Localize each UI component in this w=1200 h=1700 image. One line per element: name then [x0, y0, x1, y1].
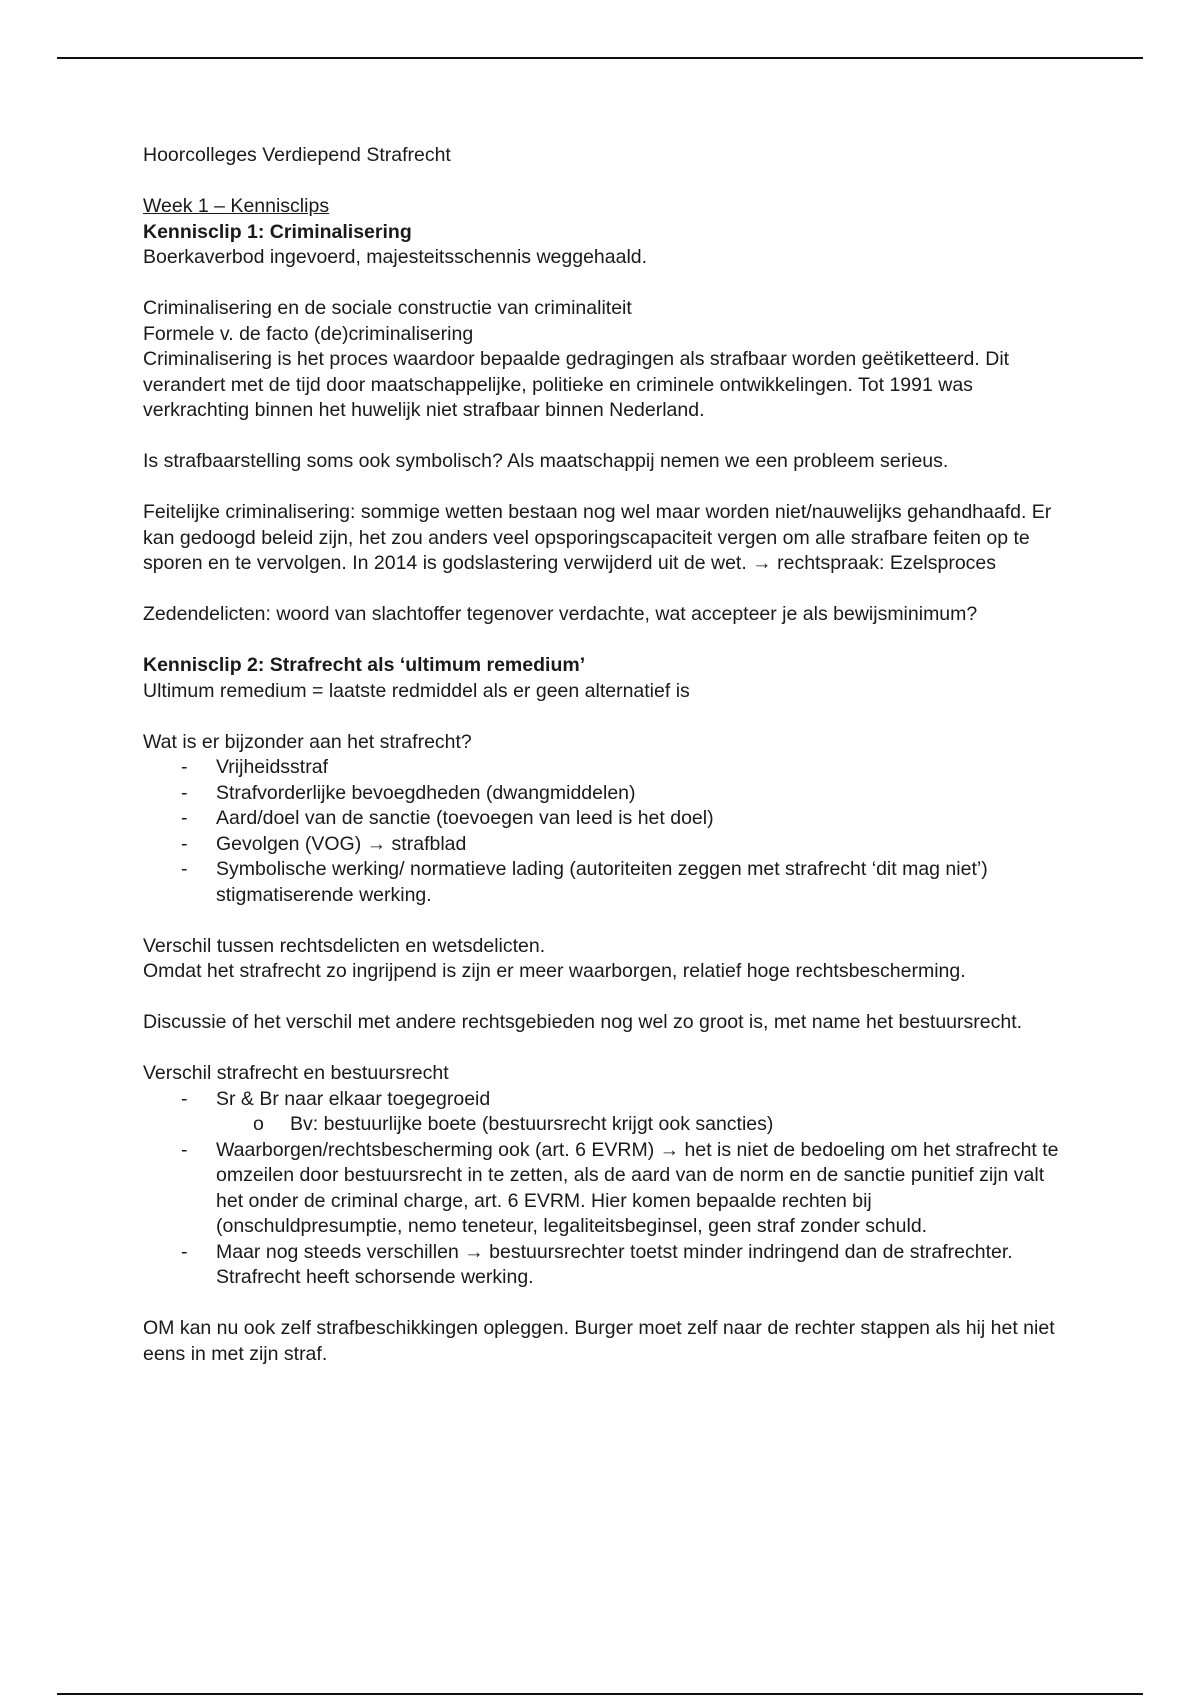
- circle-bullet: o: [253, 1113, 264, 1135]
- clip2-paragraph-2: Discussie of het verschil met andere rechtsgebieden nog wel zo groot is, met name het bestuursrecht.: [143, 1011, 1023, 1033]
- compare-heading: Verschil strafrecht en bestuursrecht: [143, 1062, 449, 1084]
- dash-bullet: -: [181, 1240, 188, 1263]
- clip2-heading: Kennisclip 2: Strafrecht als ‘ultimum remedium’: [143, 654, 586, 676]
- dash-bullet: -: [181, 1087, 188, 1110]
- clip1-paragraph-1: Criminalisering is het proces waardoor bepaalde gedragingen als strafbaar worden geëtiketteerd. Dit verandert met de tijd door maatschappelijke, politieke en criminele ontwikkelingen. Tot 1991 was verkrachting binnen het huwelijk niet strafbaar binnen Nederland.: [143, 348, 1010, 421]
- clip1-paragraph-4: Zedendelicten: woord van slachtoffer tegenover verdachte, wat accepteer je als bewijsminimum?: [143, 603, 978, 625]
- document-title: Hoorcolleges Verdiepend Strafrecht: [143, 144, 451, 166]
- list-item: - Vrijheidsstraf: [143, 755, 1063, 781]
- list-item: - Strafvorderlijke bevoegdheden (dwangmiddelen): [143, 781, 1063, 807]
- special-features-list: [143, 755, 1063, 908]
- list-item: - Sr & Br naar elkaar toegegroeid: [143, 1087, 1063, 1113]
- comparison-sublist: [143, 1112, 1063, 1138]
- week-heading: Week 1 – Kennisclips: [143, 195, 330, 217]
- list-item: - Gevolgen (VOG) → strafblad: [143, 832, 1063, 858]
- header-rule: [57, 57, 1143, 59]
- clip1-heading: Kennisclip 1: Criminalisering: [143, 220, 412, 243]
- list-item: - Maar nog steeds verschillen → bestuursrechter toetst minder indringend dan de strafrechter. Strafrecht heeft schorsende werking.: [181, 1240, 1013, 1288]
- clip1-paragraph-2: Is strafbaarstelling soms ook symbolisch? Als maatschappij nemen we een probleem serieus.: [143, 450, 949, 472]
- clip1-subheading-1: Criminalisering en de sociale constructie van criminaliteit: [143, 297, 632, 319]
- comparison-list-continued: [143, 1138, 1063, 1291]
- clip2-paragraph-1a: Verschil tussen rechtsdelicten en wetsdelicten.: [143, 934, 546, 957]
- clip1-intro: Boerkaverbod ingevoerd, majesteitsschennis weggehaald.: [143, 246, 648, 268]
- clip1-paragraph-3: Feitelijke criminalisering: sommige wetten bestaan nog wel maar worden niet/nauwelijks gehandhaafd. Er kan gedoogd beleid zijn, het zou anders veel opsporingscapaciteit vergen om alle strafbare feiten op te sporen en te vervolgen. In 2014 is godslastering verwijderd uit de wet. → rechtspraak: Ezelsproces: [143, 501, 1052, 574]
- dash-bullet: -: [181, 832, 188, 855]
- clip2-paragraph-1b: Omdat het strafrecht zo ingrijpend is zijn er meer waarborgen, relatief hoge rechtsbescherming.: [143, 960, 966, 982]
- clip2-intro: Ultimum remedium = laatste redmiddel als er geen alternatief is: [143, 679, 690, 702]
- list-item: - Symbolische werking/ normatieve lading (autoriteiten zeggen met strafrecht ‘dit mag niet’) stigmatiserende werking.: [181, 858, 988, 906]
- comparison-list: [143, 1087, 1063, 1113]
- dash-bullet: -: [181, 807, 188, 829]
- document-body: [143, 143, 1063, 1367]
- dash-bullet: -: [181, 781, 188, 804]
- clip2-question: Wat is er bijzonder aan het strafrecht?: [143, 730, 472, 753]
- sub-list-item: o Bv: bestuurlijke boete (bestuursrecht krijgt ook sancties): [143, 1112, 1063, 1138]
- list-item: - Aard/doel van de sanctie (toevoegen van leed is het doel): [143, 806, 1063, 832]
- dash-bullet: -: [181, 858, 188, 880]
- footer-rule: [57, 1693, 1143, 1695]
- clip2-paragraph-3: OM kan nu ook zelf strafbeschikkingen opleggen. Burger moet zelf naar de rechter stappen als hij het niet eens in met zijn straf.: [143, 1317, 1055, 1365]
- dash-bullet: -: [181, 756, 188, 778]
- clip1-subheading-2: Formele v. de facto (de)criminalisering: [143, 322, 474, 345]
- list-item: - Waarborgen/rechtsbescherming ook (art. 6 EVRM) → het is niet de bedoeling om het strafrecht te omzeilen door bestuursrecht in te zetten, als de aard van de norm en de sanctie punitief zijn valt het onder de criminal charge, art. 6 EVRM. Hier komen bepaalde rechten bij (onschuldpresumptie, nemo teneteur, legaliteitsbeginsel, geen straf zonder schuld.: [181, 1138, 1059, 1237]
- dash-bullet: -: [181, 1138, 188, 1161]
